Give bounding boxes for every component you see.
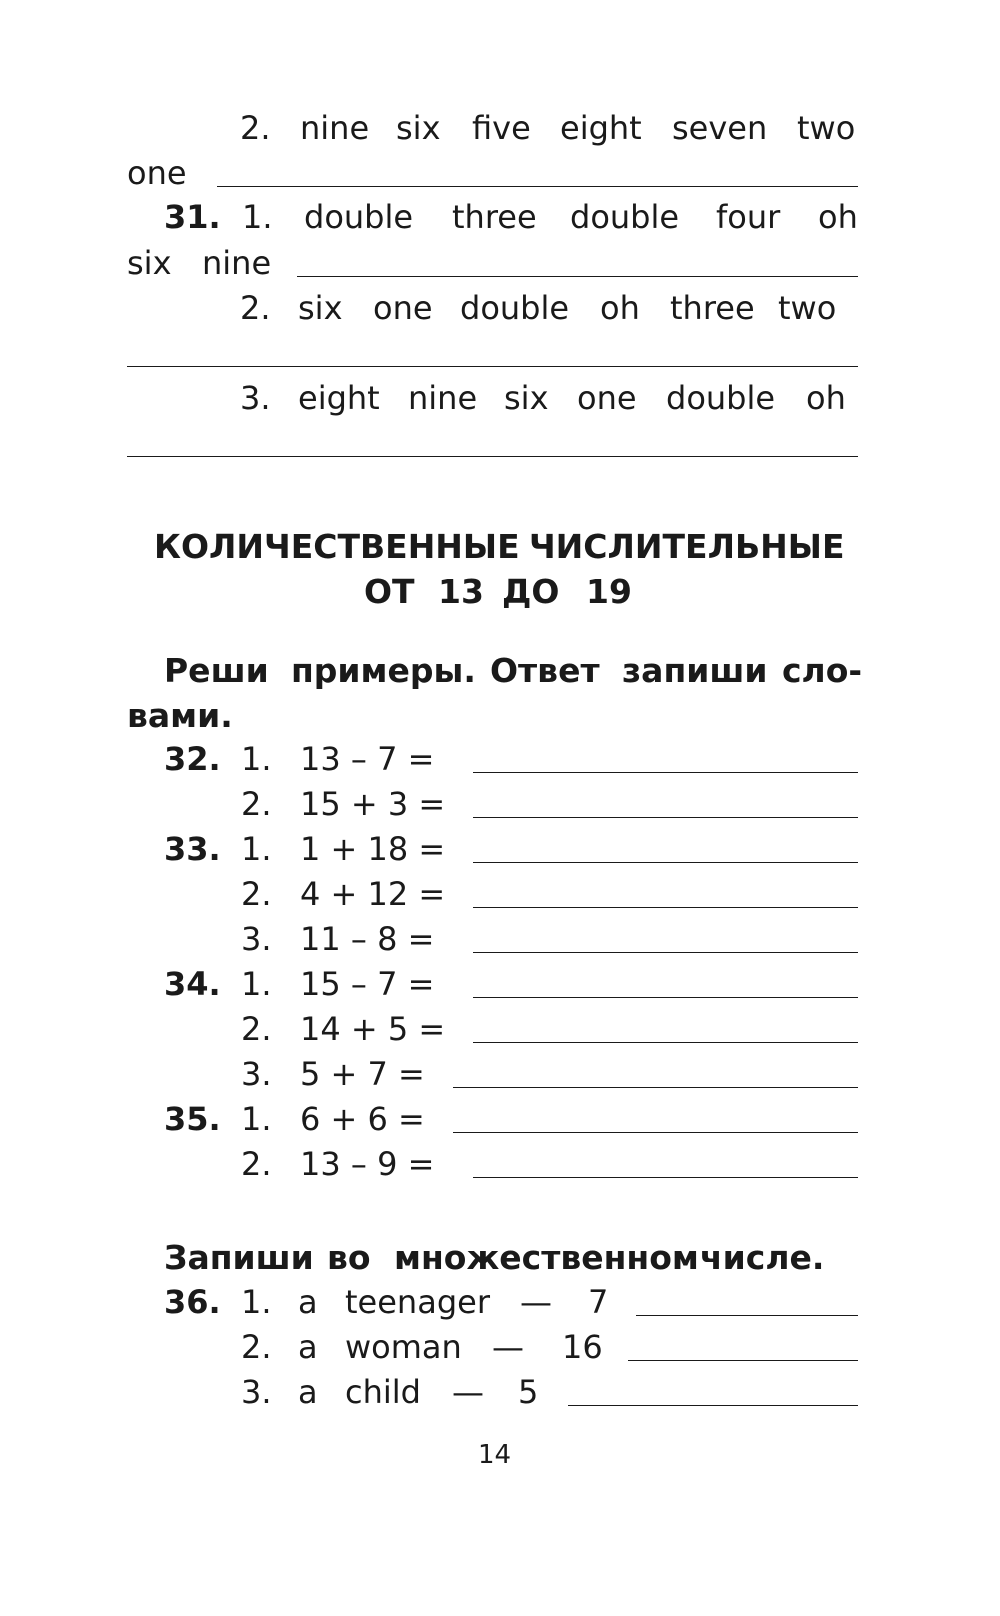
page-number: 14 [478,1440,512,1470]
word: five [472,109,531,147]
word: oh [806,379,846,417]
answer-line[interactable] [636,1315,858,1316]
instruction-word: примеры. [291,651,476,690]
instruction-word: Ответ [490,651,600,690]
instruction-word: запиши [622,651,768,690]
instruction-word: множественном [394,1238,699,1277]
word: double [570,198,680,236]
count: 16 [562,1328,603,1366]
word: nine [300,109,370,147]
item-number: 1. [241,1283,272,1321]
article: a [298,1328,318,1366]
noun: woman [345,1328,462,1366]
answer-line[interactable] [568,1405,858,1406]
word: three [670,289,755,327]
answer-line[interactable] [473,907,858,908]
answer-line[interactable] [473,772,858,773]
math-expression: 13 – 9 = [300,1145,435,1183]
item-number: 3. [241,920,272,958]
count: 7 [588,1283,609,1321]
word: eight [298,379,380,417]
word: six [504,379,549,417]
instruction-word: Запиши [164,1238,314,1277]
item-number: 3. [240,379,271,417]
instruction-word: Реши [164,651,269,690]
word: one [577,379,637,417]
exercise-number: 31. [164,198,221,236]
answer-line[interactable] [127,456,858,457]
word: six [298,289,343,327]
answer-line[interactable] [473,997,858,998]
word: six [127,244,172,282]
word: nine [202,244,272,282]
answer-line[interactable] [453,1132,858,1133]
math-expression: 1 + 18 = [300,830,446,868]
exercise-number: 35. [164,1100,221,1138]
article: a [298,1283,318,1321]
dash: — [520,1283,552,1321]
math-expression: 13 – 7 = [300,740,435,778]
word: one [127,154,187,192]
answer-line[interactable] [473,1177,858,1178]
word: four [716,198,781,236]
answer-line[interactable] [473,1042,858,1043]
heading-word: 19 [586,572,632,611]
answer-line[interactable] [473,817,858,818]
count: 5 [518,1373,539,1411]
noun: child [345,1373,421,1411]
exercise-number: 34. [164,965,221,1003]
word: two [778,289,837,327]
word: two [797,109,856,147]
math-expression: 15 – 7 = [300,965,435,1003]
heading-word: КОЛИЧЕСТВЕННЫЕ [154,527,520,566]
item-number: 2. [240,289,271,327]
instruction-word: числе. [700,1238,825,1277]
item-number: 2. [240,109,271,147]
math-expression: 4 + 12 = [300,875,446,913]
dash: — [492,1328,524,1366]
dash: — [452,1373,484,1411]
item-number: 3. [241,1373,272,1411]
word: oh [600,289,640,327]
heading-word: ЧИСЛИТЕЛЬНЫЕ [529,527,845,566]
item-number: 1. [242,198,273,236]
instruction-word: во [327,1238,371,1277]
word: double [304,198,414,236]
article: a [298,1373,318,1411]
item-number: 1. [241,1100,272,1138]
answer-line[interactable] [297,276,858,277]
exercise-number: 32. [164,740,221,778]
math-expression: 11 – 8 = [300,920,435,958]
heading-word: ОТ [364,572,415,611]
word: eight [560,109,642,147]
item-number: 2. [241,1328,272,1366]
math-expression: 15 + 3 = [300,785,446,823]
answer-line[interactable] [453,1087,858,1088]
item-number: 1. [241,740,272,778]
exercise-number: 36. [164,1283,221,1321]
word: oh [818,198,858,236]
exercise-number: 33. [164,830,221,868]
answer-line[interactable] [217,186,858,187]
item-number: 2. [241,875,272,913]
item-number: 1. [241,830,272,868]
math-expression: 6 + 6 = [300,1100,425,1138]
word: double [666,379,776,417]
word: one [373,289,433,327]
answer-line[interactable] [473,952,858,953]
item-number: 1. [241,965,272,1003]
item-number: 2. [241,1145,272,1183]
answer-line[interactable] [127,366,858,367]
math-expression: 5 + 7 = [300,1055,425,1093]
item-number: 3. [241,1055,272,1093]
heading-word: ДО [502,572,560,611]
word: three [452,198,537,236]
word: six [396,109,441,147]
item-number: 2. [241,1010,272,1048]
heading-word: 13 [438,572,484,611]
answer-line[interactable] [473,862,858,863]
word: seven [672,109,768,147]
instruction-word: сло- [782,651,863,690]
instruction-word: вами. [127,696,233,735]
answer-line[interactable] [628,1360,858,1361]
noun: teenager [345,1283,490,1321]
word: double [460,289,570,327]
item-number: 2. [241,785,272,823]
word: nine [408,379,478,417]
math-expression: 14 + 5 = [300,1010,446,1048]
